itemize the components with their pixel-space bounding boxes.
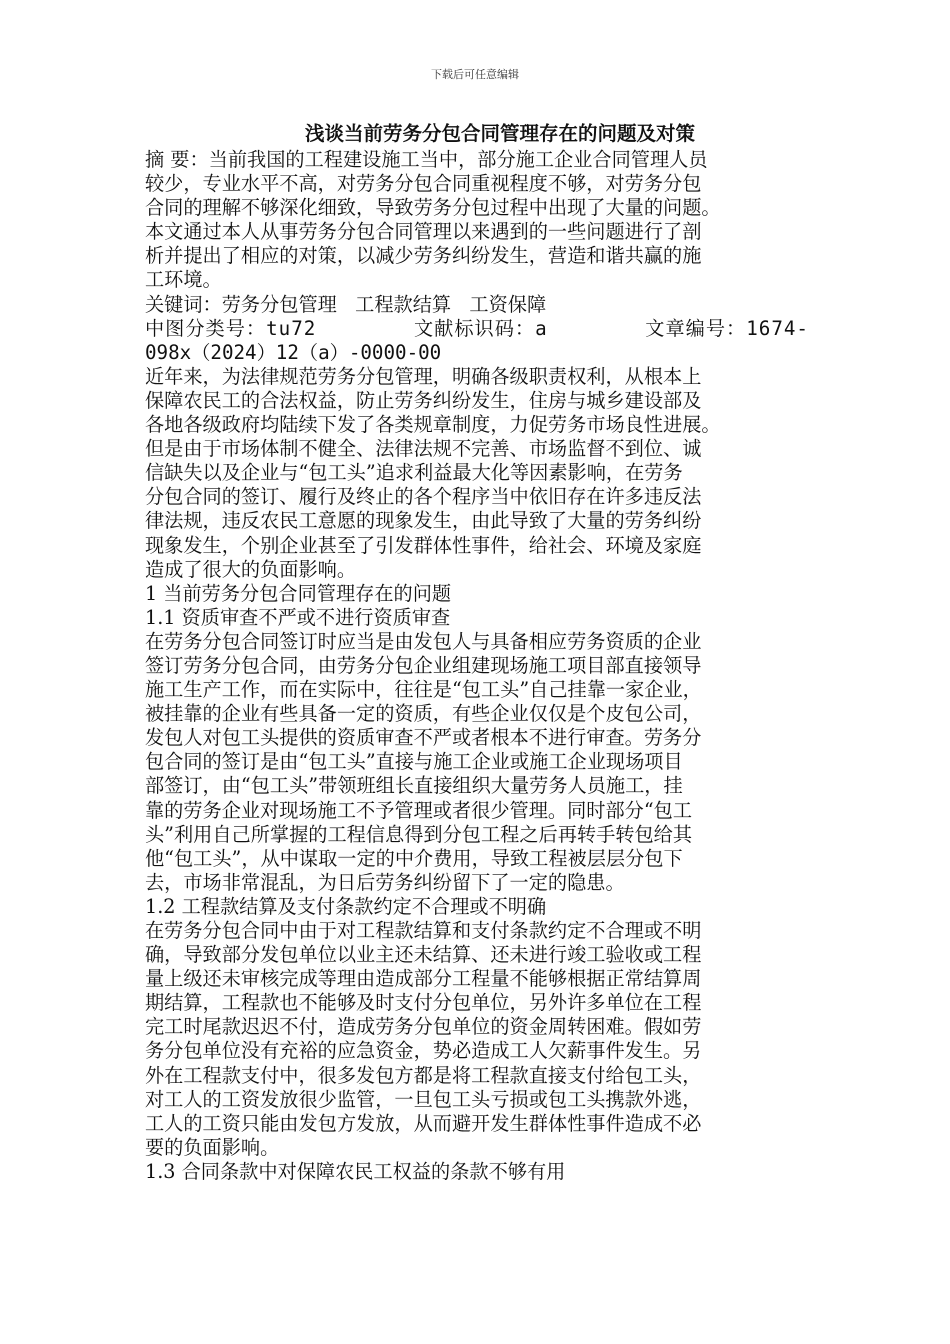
page-title: 浅谈当前劳务分包合同管理存在的问题及对策 [304,122,695,145]
abstract-line: 合同的理解不够深化细致，导致劳务分包过程中出现了大量的问题。 [145,196,721,220]
section-heading-1: 1 当前劳务分包合同管理存在的问题 [145,581,452,605]
paragraph-line: 完工时尾款迟迟不付，造成劳务分包单位的资金周转困难。假如劳 [145,1015,702,1039]
document-code: 文献标识码：a [413,316,548,340]
paragraph-line: 量上级还未审核完成等理由造成部分工程量不能够根据正常结算周 [145,967,702,991]
clc-number: 中图分类号：tu72 [145,316,317,340]
section-1-2-body [145,919,815,1160]
paragraph-line: 签订劳务分包合同，由劳务分包企业组建现场施工项目部直接领导 [145,653,702,677]
intro-line: 但是由于市场体制不健全、法律法规不完善、市场监督不到位、诚 [145,437,702,461]
abstract-line: 析并提出了相应的对策，以减少劳务纠纷发生，营造和谐共赢的施 [145,244,702,268]
paragraph-line: 施工生产工作，而在实际中，往往是“包工头”自己挂靠一家企业， [145,678,702,702]
introduction [145,365,815,582]
paragraph-line: 被挂靠的企业有些具备一定的资质，有些企业仅仅是个皮包公司， [145,702,702,726]
intro-line: 分包合同的签订、履行及终止的各个程序当中依旧存在许多违反法 [145,485,702,509]
paragraph-line: 期结算，工程款也不能够及时支付分包单位，另外许多单位在工程 [145,991,702,1015]
section-1-1-body [145,630,815,895]
paragraph-line: 部签订，由“包工头”带领班组长直接组织大量劳务人员施工，挂 [145,774,683,798]
intro-line: 现象发生，个别企业甚至了引发群体性事件，给社会、环境及家庭 [145,533,702,557]
intro-line: 近年来，为法律规范劳务分包管理，明确各级职责权利，从根本上 [145,364,702,388]
abstract-line: 摘 要：当前我国的工程建设施工当中，部分施工企业合同管理人员 [145,148,708,171]
paragraph-line: 头”利用自己所掌握的工程信息得到分包工程之后再转手转包给其 [145,822,693,846]
paragraph-line: 包合同的签订是由“包工头”直接与施工企业或施工企业现场项目 [145,750,683,774]
paragraph-line: 去，市场非常混乱，为日后劳务纠纷留下了一定的隐患。 [145,870,625,894]
paragraph-line: 他“包工头”，从中谋取一定的中介费用，导致工程被层层分包下 [145,846,683,870]
paragraph-line: 在劳务分包合同签订时应当是由发包人与具备相应劳务资质的企业 [145,629,702,653]
section-heading-1-2: 1.2 工程款结算及支付条款约定不合理或不明确 [145,894,547,918]
abstract [145,148,815,293]
paragraph-line: 发包人对包工头提供的资质审查不严或者根本不进行审查。劳务分 [145,726,702,750]
paragraph-line: 靠的劳务企业对现场施工不予管理或者很少管理。同时部分“包工 [145,798,693,822]
document-body [145,148,815,1184]
article-number: 文章编号：1674- [645,316,809,340]
header-note: 下载后可任意编辑 [431,68,519,81]
intro-line: 各地各级政府均陆续下发了各类规章制度，力促劳务市场良性进展。 [145,413,721,437]
abstract-line: 较少，专业水平不高，对劳务分包合同重视程度不够，对劳务分包 [145,172,702,196]
intro-line: 保障农民工的合法权益，防止劳务纠纷发生，住房与城乡建设部及 [145,388,702,412]
paragraph-line: 对工人的工资发放很少监管，一旦包工头亏损或包工头携款外逃， [145,1087,702,1111]
paragraph-line: 要的负面影响。 [145,1135,280,1159]
paragraph-line: 务分包单位没有充裕的应急资金，势必造成工人欠薪事件发生。另 [145,1039,702,1063]
section-heading-1-1: 1.1 资质审查不严或不进行资质审查 [145,605,451,629]
section-heading-1-3: 1.3 合同条款中对保障农民工权益的条款不够有用 [145,1159,566,1183]
intro-line: 律法规，违反农民工意愿的现象发生，由此导致了大量的劳务纠纷 [145,509,702,533]
intro-line: 信缺失以及企业与“包工头”追求利益最大化等因素影响，在劳务 [145,461,683,485]
intro-line: 造成了很大的负面影响。 [145,557,357,581]
keywords: 关键词：劳务分包管理 工程款结算 工资保障 [145,292,547,316]
article-number-continued: 098x（2024）12（a）-0000-00 [145,340,442,364]
classification-line [145,317,809,341]
paragraph-line: 外在工程款支付中，很多发包方都是将工程款直接支付给包工头， [145,1063,702,1087]
paragraph-line: 确，导致部分发包单位以业主还未结算、还未进行竣工验收或工程 [145,943,702,967]
abstract-line: 本文通过本人从事劳务分包合同管理以来遇到的一些问题进行了剖 [145,220,702,244]
abstract-line: 工环境。 [145,268,222,292]
paragraph-line: 在劳务分包合同中由于对工程款结算和支付条款约定不合理或不明 [145,919,702,942]
paragraph-line: 工人的工资只能由发包方发放，从而避开发生群体性事件造成不必 [145,1111,702,1135]
